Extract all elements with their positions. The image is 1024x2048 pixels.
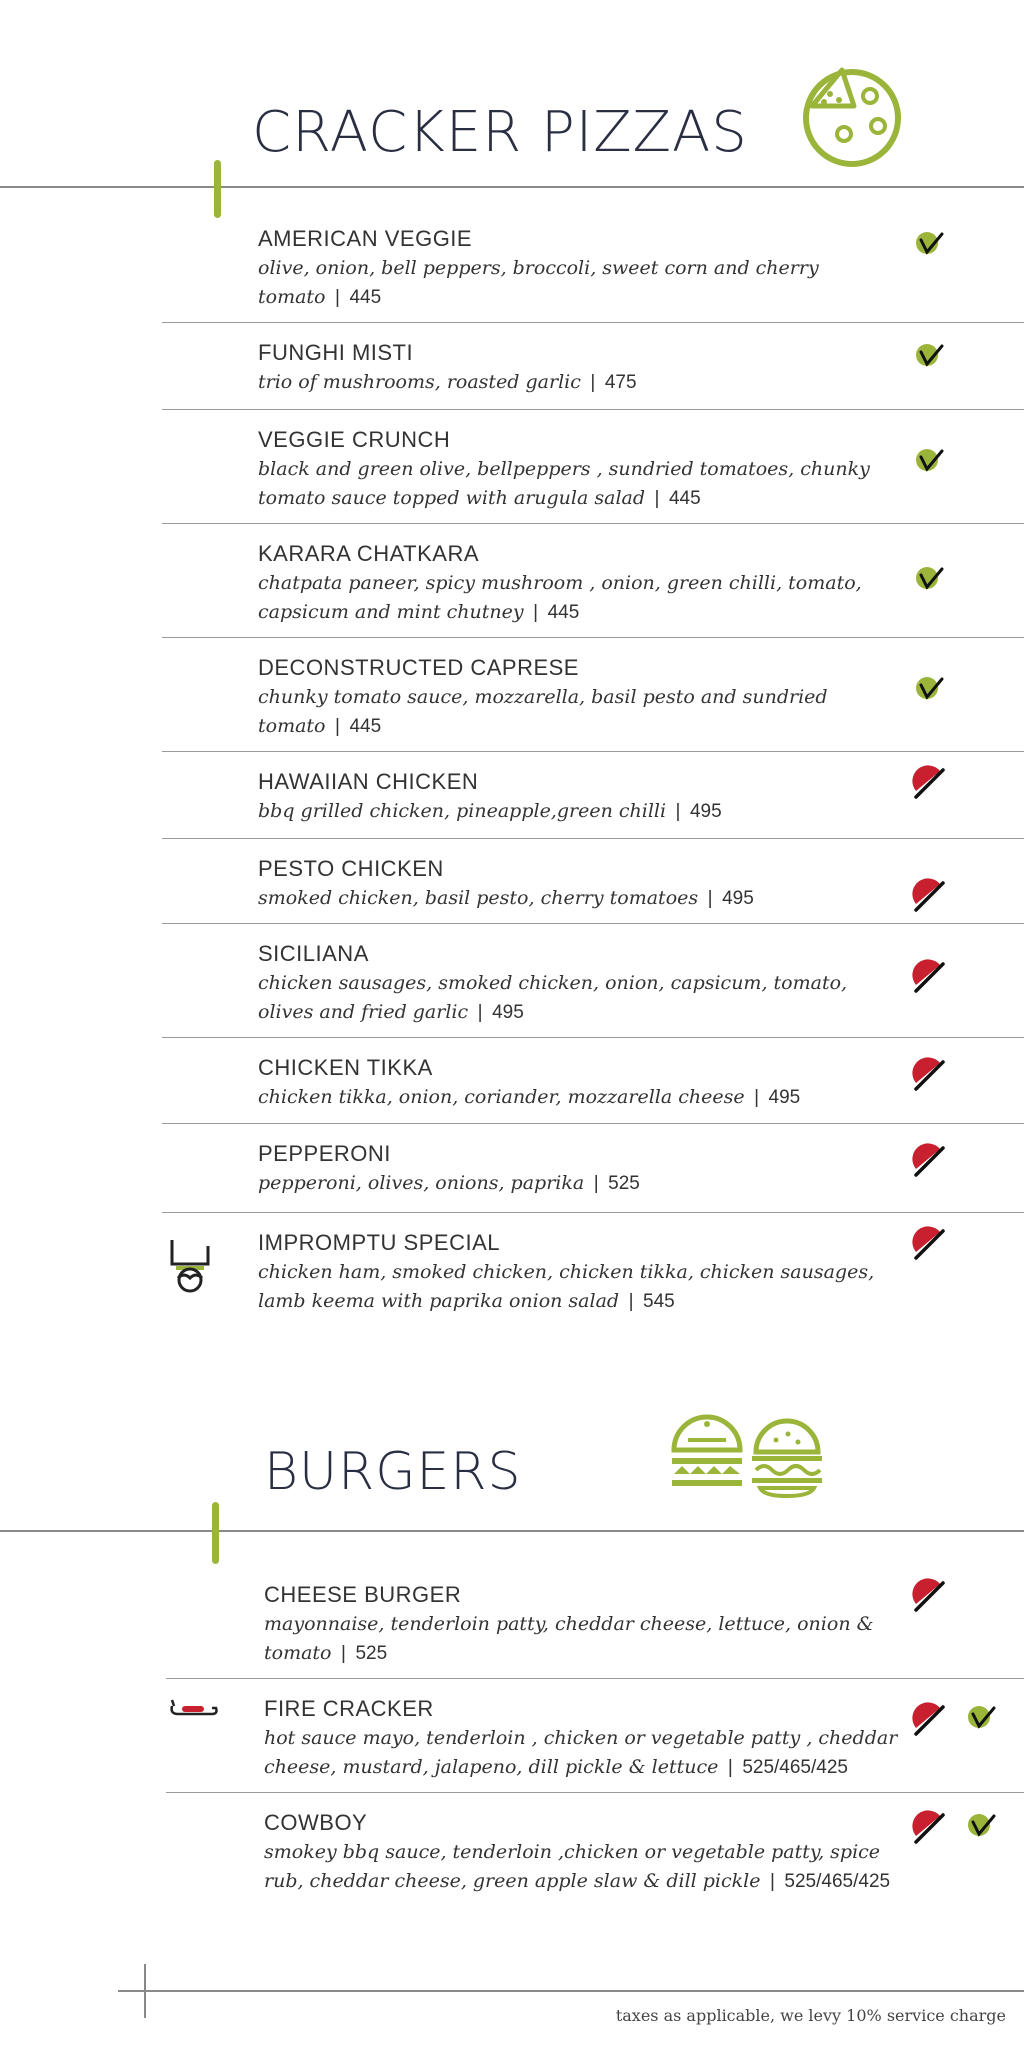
item-name: PEPPERONI — [258, 1141, 391, 1166]
nonveg-icon — [912, 1057, 946, 1091]
item-description — [258, 884, 898, 913]
item-name: KARARA CHATKARA — [258, 541, 480, 566]
menu-item — [0, 1692, 1024, 1792]
item-description-text: olive, onion, bell peppers, broccoli, sweet corn and cherry tomato — [258, 257, 819, 308]
item-price: 445 — [668, 488, 701, 509]
item-description-text: chicken ham, smoked chicken, chicken tikka, chicken sausages, lamb keema with paprika onion salad — [258, 1261, 875, 1312]
item-price: 545 — [643, 1291, 675, 1312]
menu-item — [0, 852, 1024, 923]
item-separator — [162, 409, 1024, 410]
item-description — [258, 797, 898, 826]
item-price: 445 — [349, 716, 382, 737]
pizza-icon — [798, 62, 908, 172]
veg-icon — [912, 228, 946, 262]
menu-item — [0, 1137, 1024, 1212]
item-price: 475 — [604, 372, 637, 393]
menu-item — [0, 651, 1024, 751]
item-price: 525 — [355, 1643, 388, 1664]
veg-icon — [912, 563, 946, 597]
footer-rule — [118, 1990, 1024, 1992]
item-description — [258, 1258, 898, 1316]
item-price: 495 — [768, 1087, 801, 1108]
item-description-text: mayonnaise, tenderloin patty, cheddar cheese, lettuce, onion & tomato — [264, 1613, 874, 1664]
price-separator: | — [325, 287, 350, 308]
price-separator: | — [468, 1002, 493, 1023]
item-name: DECONSTRUCTED CAPRESE — [258, 655, 579, 680]
item-name: CHEESE BURGER — [264, 1582, 462, 1607]
burger-icon — [750, 1418, 824, 1498]
item-separator — [162, 322, 1024, 323]
pizzas-rule — [0, 186, 1024, 188]
veg-icon — [964, 1702, 998, 1736]
item-description-text: smoked chicken, basil pesto, cherry tomatoes — [258, 887, 699, 909]
item-price: 495 — [689, 801, 722, 822]
item-description — [258, 683, 898, 741]
menu-item — [0, 765, 1024, 838]
item-separator — [162, 1037, 1024, 1038]
menu-item — [0, 937, 1024, 1037]
menu-item — [0, 1578, 1024, 1678]
item-separator — [162, 1212, 1024, 1213]
item-separator — [162, 751, 1024, 752]
item-price: 445 — [349, 287, 382, 308]
item-separator — [162, 523, 1024, 524]
nonveg-icon — [912, 1810, 946, 1844]
item-description — [258, 368, 898, 397]
chef-icon — [168, 1236, 212, 1294]
item-description — [258, 569, 898, 627]
item-name: PESTO CHICKEN — [258, 856, 444, 881]
item-separator — [162, 838, 1024, 839]
nonveg-icon — [912, 1578, 946, 1612]
item-description-text: black and green olive, bellpeppers , sundried tomatoes, chunky tomato sauce topped with arugula salad — [258, 458, 870, 509]
price-separator: | — [760, 1871, 785, 1892]
item-description-text: smokey bbq sauce, tenderloin ,chicken or vegetable patty, spice rub, cheddar cheese, green apple slaw & dill pickle — [264, 1841, 881, 1892]
price-separator: | — [744, 1087, 769, 1108]
item-name: AMERICAN VEGGIE — [258, 226, 473, 251]
item-description — [258, 969, 898, 1027]
item-price: 525/465/425 — [742, 1757, 848, 1778]
item-name: IMPROMPTU SPECIAL — [258, 1230, 500, 1255]
burger-icon — [668, 1414, 746, 1496]
nonveg-icon — [912, 1226, 946, 1260]
menu-item — [0, 222, 1024, 322]
burgers-title: BURGERS — [264, 1442, 522, 1502]
menu-item — [0, 336, 1024, 409]
item-description — [258, 1083, 898, 1112]
price-separator: | — [718, 1757, 743, 1778]
price-separator: | — [619, 1291, 644, 1312]
footer-note: taxes as applicable, we levy 10% service charge — [615, 2006, 1006, 2025]
item-description — [258, 455, 898, 513]
item-name: FIRE CRACKER — [264, 1696, 434, 1721]
menu-item — [0, 1226, 1024, 1326]
price-separator: | — [331, 1643, 356, 1664]
item-name: SICILIANA — [258, 941, 369, 966]
price-separator: | — [645, 488, 669, 509]
item-description-text: trio of mushrooms, roasted garlic — [258, 371, 581, 393]
nonveg-icon — [912, 765, 946, 799]
burgers-accent-bar — [212, 1502, 219, 1564]
item-description-text: chunky tomato sauce, mozzarella, basil pesto and sundried tomato — [258, 686, 828, 737]
pizzas-accent-bar — [214, 160, 221, 218]
item-description — [264, 1610, 904, 1668]
veg-icon — [912, 445, 946, 479]
item-separator — [162, 923, 1024, 924]
item-price: 495 — [722, 888, 754, 909]
menu-item — [0, 1051, 1024, 1123]
item-separator — [162, 1123, 1024, 1124]
price-separator: | — [325, 716, 350, 737]
item-name: CHICKEN TIKKA — [258, 1055, 433, 1080]
menu-item — [0, 1806, 1024, 1906]
item-description-text: bbq grilled chicken, pineapple,green chilli — [258, 800, 667, 822]
item-name: FUNGHI MISTI — [258, 340, 414, 365]
item-name: HAWAIIAN CHICKEN — [258, 769, 479, 794]
item-name: COWBOY — [264, 1810, 368, 1835]
item-description — [264, 1838, 904, 1896]
veg-icon — [912, 673, 946, 707]
item-description — [264, 1724, 904, 1782]
veg-icon — [912, 340, 946, 374]
price-separator: | — [698, 888, 723, 909]
chilli-icon — [168, 1698, 220, 1720]
item-separator — [166, 1678, 1024, 1679]
menu-item — [0, 423, 1024, 523]
item-description — [258, 1169, 898, 1198]
price-separator: | — [580, 372, 605, 393]
nonveg-icon — [912, 959, 946, 993]
item-description-text: chicken sausages, smoked chicken, onion, capsicum, tomato, olives and fried garlic — [258, 972, 848, 1023]
nonveg-icon — [912, 1143, 946, 1177]
item-description-text: chicken tikka, onion, coriander, mozzarella cheese — [258, 1086, 745, 1108]
price-separator: | — [666, 801, 690, 822]
item-price: 525 — [608, 1173, 640, 1194]
item-price: 525/465/425 — [784, 1871, 891, 1892]
nonveg-icon — [912, 1702, 946, 1736]
price-separator: | — [584, 1173, 609, 1194]
item-separator — [166, 1792, 1024, 1793]
item-description-text: hot sauce mayo, tenderloin , chicken or vegetable patty , cheddar cheese, mustard, jalapeno, dill pickle & lettuce — [264, 1727, 898, 1778]
nonveg-icon — [912, 878, 946, 912]
item-separator — [162, 637, 1024, 638]
pizzas-title: CRACKER PIZZAS — [252, 100, 748, 165]
item-description-text: pepperoni, olives, onions, paprika — [258, 1172, 585, 1194]
item-description-text: chatpata paneer, spicy mushroom , onion, green chilli, tomato, capsicum and mint chutney — [258, 572, 862, 623]
veg-icon — [964, 1810, 998, 1844]
item-price: 495 — [492, 1002, 524, 1023]
item-description — [258, 254, 898, 312]
menu-item — [0, 537, 1024, 637]
item-name: VEGGIE CRUNCH — [258, 427, 451, 452]
item-price: 445 — [547, 602, 580, 623]
burgers-rule — [0, 1530, 1024, 1532]
price-separator: | — [523, 602, 548, 623]
